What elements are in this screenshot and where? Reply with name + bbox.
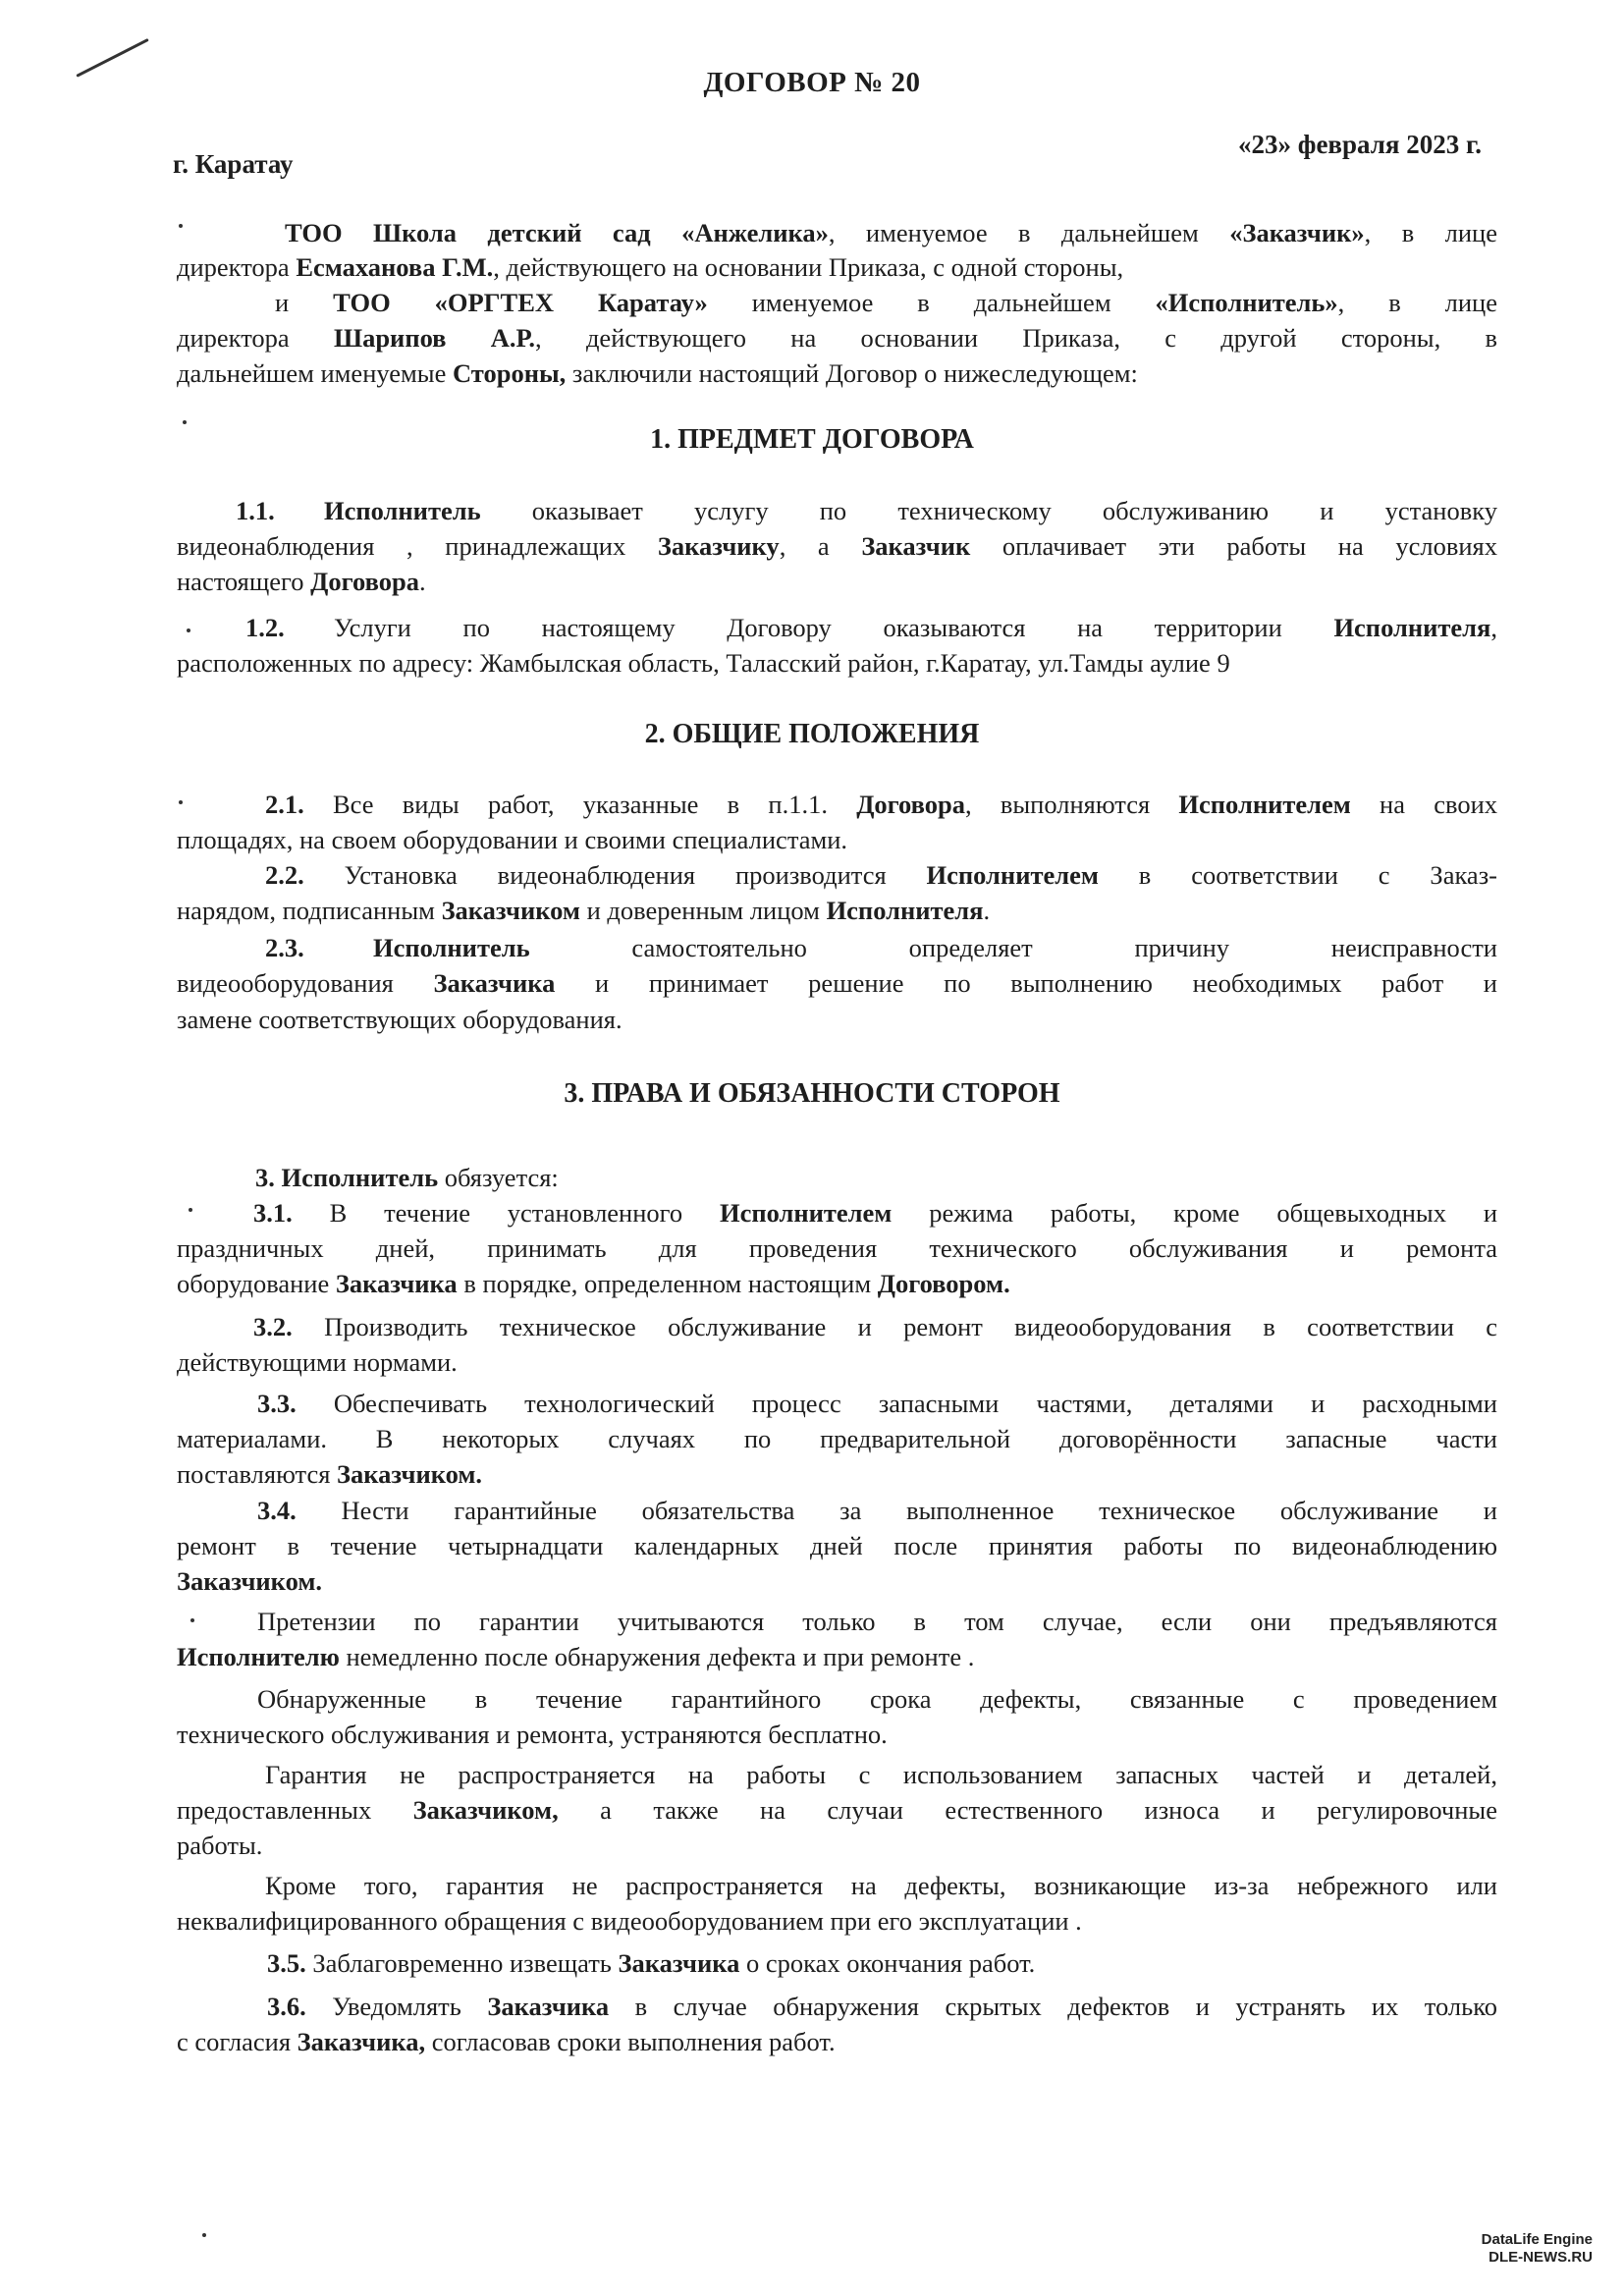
clause-3-2-line-1: 3.2. Производить техническое обслуживание и ремонт видеооборудования в соответствии с	[253, 1312, 1497, 1341]
clause-3-1-line-3: оборудование Заказчика в порядке, определенном настоящим Договором.	[177, 1269, 1010, 1298]
clause-3-1-line-1: 3.1. В течение установленного Исполнителем режима работы, кроме общевыходных и	[253, 1198, 1497, 1228]
clause-3-2-line-2: действующими нормами.	[177, 1347, 458, 1377]
clause-2-3-line-3: замене соответствующих оборудования.	[177, 1005, 623, 1034]
clause-1-1-line-2: видеонаблюдения , принадлежащих Заказчику, а Заказчик оплачивает эти работы на условиях	[177, 531, 1497, 561]
clause-2-2-line-1: 2.2. Установка видеонаблюдения производится Исполнителем в соответствии с Заказ-	[265, 860, 1497, 890]
found-defects-line-2: технического обслуживания и ремонта, устраняются бесплатно.	[177, 1720, 888, 1749]
watermark-line-1: DataLife Engine	[1481, 2231, 1593, 2248]
clause-3-3-line-3: поставляются Заказчиком.	[177, 1459, 483, 1489]
guarantee-line-2: предоставленных Заказчиком, а также на случаи естественного износа и регулировочные	[177, 1795, 1497, 1825]
scan-speck	[187, 629, 190, 632]
clause-1-2-line-1: 1.2. Услуги по настоящему Договору оказываются на территории Исполнителя,	[245, 613, 1497, 642]
scan-speck	[179, 800, 183, 804]
clause-1-1-line-3: настоящего Договора.	[177, 567, 426, 596]
scan-speck	[202, 2233, 206, 2237]
clause-2-3-line-1: 2.3. Исполнитель самостоятельно определяет причину неисправности	[265, 933, 1497, 962]
clause-2-3-line-2: видеооборудования Заказчика и принимает решение по выполнению необходимых работ и	[177, 968, 1497, 998]
clause-1-2-line-2: расположенных по адресу: Жамбылская область, Таласский район, г.Каратау, ул.Тамды аулие 9	[177, 648, 1230, 678]
section-3-title: 3. ПРАВА И ОБЯЗАННОСТИ СТОРОН	[564, 1078, 1060, 1109]
claims-line-2: Исполнителю немедленно после обнаружения дефекта и при ремонте .	[177, 1642, 975, 1671]
scan-speck	[190, 1618, 194, 1622]
clause-2-2-line-2: нарядом, подписанным Заказчиком и доверенным лицом Исполнителя.	[177, 896, 991, 925]
clause-3-4-line-1: 3.4. Нести гарантийные обязательства за выполненное техническое обслуживание и	[257, 1496, 1497, 1525]
clause-3-3-line-1: 3.3. Обеспечивать технологический процесс запасными частями, деталями и расходными	[257, 1389, 1497, 1418]
contract-city: г. Каратау	[173, 149, 294, 179]
watermark	[1482, 2231, 1593, 2267]
found-defects-line-1: Обнаруженные в течение гарантийного срока дефекты, связанные с проведением	[257, 1684, 1497, 1714]
guarantee-line-1: Гарантия не распространяется на работы с использованием запасных частей и деталей,	[265, 1760, 1497, 1789]
watermark-line-2: DLE-NEWS.RU	[1489, 2249, 1593, 2266]
intro-line-2: директора Есмаханова Г.М., действующего на основании Приказа, с одной стороны,	[177, 252, 1124, 282]
section-1-title: 1. ПРЕДМЕТ ДОГОВОРА	[650, 424, 974, 455]
clause-1-1-line-1: 1.1. Исполнитель оказывает услугу по техническому обслуживанию и установку	[236, 496, 1497, 525]
intro-line-3: и ТОО «ОРГТЕХ Каратау» именуемое в дальнейшем «Исполнитель», в лице	[275, 288, 1497, 317]
intro-line-4: директора Шарипов А.Р., действующего на основании Приказа, с другой стороны, в	[177, 323, 1497, 353]
clause-3-3-line-2: материалами. В некоторых случаях по предварительной договорённости запасные части	[177, 1424, 1497, 1453]
clause-3-1-line-2: праздничных дней, принимать для проведения технического обслуживания и ремонта	[177, 1233, 1497, 1263]
scan-speck	[183, 420, 187, 424]
contract-date: «23» февраля 2023 г.	[1238, 130, 1482, 159]
intro-line-1: ТОО Школа детский сад «Анжелика», именуемое в дальнейшем «Заказчик», в лице	[285, 218, 1497, 247]
claims-line-1: Претензии по гарантии учитываются только в том случае, если они предъявляются	[257, 1607, 1497, 1636]
clause-3-4-line-2: ремонт в течение четырнадцати календарных дней после принятия работы по видеонаблюдению	[177, 1531, 1497, 1560]
scan-speck	[189, 1208, 192, 1212]
section-2-title: 2. ОБЩИЕ ПОЛОЖЕНИЯ	[644, 719, 980, 749]
also-line-1: Кроме того, гарантия не распространяется на дефекты, возникающие из-за небрежного или	[265, 1871, 1497, 1900]
document-title: ДОГОВОР № 20	[703, 67, 921, 98]
clause-3-6-line-1: 3.6. Уведомлять Заказчика в случае обнаружения скрытых дефектов и устранять их только	[267, 1992, 1497, 2021]
clause-3-4-line-3: Заказчиком.	[177, 1566, 323, 1596]
intro-line-5: дальнейшем именуемые Стороны, заключили настоящий Договор о нижеследующем:	[177, 358, 1138, 388]
scan-speck	[179, 224, 183, 228]
section-3-lead: 3. Исполнитель обязуется:	[255, 1163, 559, 1192]
clause-3-5: 3.5. Заблаговременно извещать Заказчика о сроках окончания работ.	[267, 1948, 1036, 1978]
clause-2-1-line-1: 2.1. Все виды работ, указанные в п.1.1. Договора, выполняются Исполнителем на своих	[265, 790, 1497, 819]
clause-2-1-line-2: площадях, на своем оборудовании и своими специалистами.	[177, 825, 848, 854]
clause-3-6-line-2: с согласия Заказчика, согласовав сроки выполнения работ.	[177, 2027, 836, 2056]
guarantee-line-3: работы.	[177, 1831, 263, 1860]
also-line-2: неквалифицированного обращения с видеооборудованием при его эксплуатации .	[177, 1906, 1082, 1936]
